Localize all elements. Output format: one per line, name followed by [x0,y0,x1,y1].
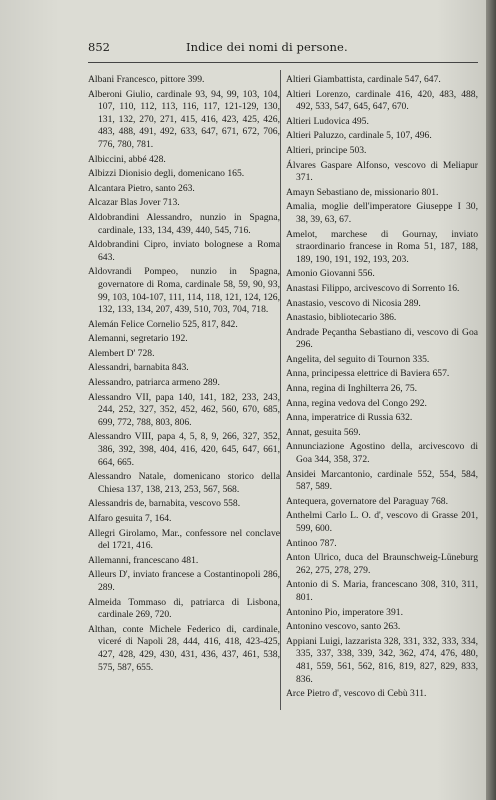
index-entry: Albani Francesco, pittore 399. [88,74,205,85]
index-entry: Allegri Girolamo, Mar., confessore nel conclave del 1721, 416. [88,527,280,552]
index-entry: Anna, regina vedova del Congo 292. [286,397,427,409]
index-entry: Altieri, principe 503. [286,144,367,156]
page-header [88,40,468,56]
index-column-left [88,74,280,676]
index-entry: Alemán Felice Cornelio 525, 817, 842. [88,318,238,330]
page-edge-shadow [486,0,496,800]
column-divider [280,70,281,710]
index-entry: Anthelmi Carlo L. O. d', vescovo di Grasse 201, 599, 600. [286,510,478,534]
index-entry: Anna, regina di Inghilterra 26, 75. [286,383,418,395]
page-number: 852 [88,40,110,54]
index-entry: Alemanni, segretario 192. [88,333,188,345]
index-entry: Antonio di S. Maria, francescano 308, 310, 311, 801. [286,579,478,603]
index-entry: Arce Pietro d', vescovo di Cebù 311. [286,688,427,700]
index-entry: Alessandri, barnabita 843. [88,362,189,374]
index-entry: Altieri Ludovica 495. [286,115,369,127]
index-entry: Altieri Lorenzo, cardinale 416, 420, 483, 488, 492, 533, 547, 645, 647, 670. [286,88,478,113]
index-entry: Appiani Luigi, lazzarista 328, 331, 332, 333, 334, 335, 337, 338, 339, 342, 362, 474, 476, 480, 481, 559, 561, 562, 816, 819, 827, 829, 833, 836. [286,635,478,685]
index-entry: Aldobrandini Alessandro, nunzio in Spagna, cardinale, 133, 134, 439, 440, 545, 716. [88,211,280,236]
index-entry: Amonio Giovanni 556. [286,268,375,280]
index-entry: Altieri Giambattista, cardinale 547, 647. [286,74,441,85]
index-entry: Alleurs D', inviato francese a Costantinopoli 286, 289. [88,569,280,593]
index-entry: Anastasio, bibliotecario 386. [286,312,397,324]
index-entry: Antequera, governatore del Paraguay 768. [286,495,448,507]
index-entry: Annat, gesuita 569. [286,426,361,438]
index-entry: Albizzi Dionisio degli, domenicano 165. [88,168,245,180]
index-entry: Alfaro gesuita 7, 164. [88,513,172,524]
index-entry: Alessandris de, barnabita, vescovo 558. [88,498,241,510]
index-entry: Angelita, del seguito di Tournon 335. [286,353,430,365]
index-entry: Aldobrandini Cipro, inviato bolognese a Roma 643. [88,239,280,263]
index-entry: Amalia, moglie dell'imperatore Giuseppe I 30, 38, 39, 63, 67. [286,201,478,225]
index-entry: Antonino Pio, imperatore 391. [286,606,403,618]
index-entry: Alcantara Pietro, santo 263. [88,182,195,194]
index-entry: Anastasio, vescovo di Nicosia 289. [286,297,421,309]
index-entry: Almeida Tommaso di, patriarca di Lisbona, cardinale 269, 720. [88,596,280,621]
index-entry: Alcazar Blas Jover 713. [88,197,180,209]
index-entry: Álvares Gaspare Alfonso, vescovo di Meliapur 371. [286,159,478,184]
index-entry: Alberoni Giulio, cardinale 93, 94, 99, 103, 104, 107, 110, 112, 113, 116, 117, 121-129, 130, 131, 132, 270, 271, 415, 416, 423, 425, 426, 483, 488, 491, 492, 633, 647, 671, 672, 706, 776, 780, 781. [88,88,280,150]
index-column-right [286,74,478,703]
index-entry: Antonino vescovo, santo 263. [286,621,401,633]
index-entry: Ansidei Marcantonio, cardinale 552, 554, 584, 587, 589. [286,468,478,493]
page-title: Indice dei nomi di persone. [186,40,348,54]
index-entry: Aldovrandi Pompeo, nunzio in Spagna, governatore di Roma, cardinale 58, 59, 90, 93, 99, 103, 104-107, 111, 114, 118, 121, 124, 126, 132, 133, 134, 207, 439, 510, 703, 704, 718. [88,266,280,316]
index-entry: Alessandro VII, papa 140, 141, 182, 233, 243, 244, 252, 327, 352, 452, 462, 560, 670, 685, 699, 772, 788, 803, 806. [88,391,280,428]
index-entry: Alembert D' 728. [88,347,155,359]
index-entry: Alessandro Natale, domenicano storico della Chiesa 137, 138, 213, 253, 567, 568. [88,471,280,495]
index-entry: Amayn Sebastiano de, missionario 801. [286,186,439,198]
index-entry: Antinoo 787. [286,537,337,549]
index-entry: Annunciazione Agostino della, arcivescovo di Goa 344, 358, 372. [286,441,478,466]
index-entry: Altieri Paluzzo, cardinale 5, 107, 496. [286,130,432,142]
header-rule [88,62,478,63]
index-entry: Amelot, marchese di Gournay, inviato straordinario francese in Roma 51, 187, 188, 189, 190, 191, 192, 193, 203. [286,228,478,265]
index-entry: Allemanni, francescano 481. [88,554,199,566]
index-entry: Anna, principessa elettrice di Baviera 657. [286,368,450,380]
index-entry: Alessandro, patriarca armeno 289. [88,377,220,389]
index-entry: Andrade Peçantha Sebastiano di, vescovo di Goa 296. [286,326,478,351]
index-entry: Anna, imperatrice di Russia 632. [286,412,413,424]
index-entry: Anastasi Filippo, arcivescovo di Sorrento 16. [286,282,460,294]
index-entry: Alessandro VIII, papa 4, 5, 8, 9, 266, 327, 352, 386, 392, 398, 404, 416, 420, 645, 647, 661, 664, 665. [88,431,280,468]
index-entry: Althan, conte Michele Federico di, cardinale, viceré di Napoli 28, 444, 416, 418, 423-425, 427, 428, 429, 430, 431, 436, 437, 461, 538, 575, 587, 655. [88,623,280,673]
index-entry: Anton Ulrico, duca del Braunschweig-Lüneburg 262, 275, 278, 279. [286,552,478,576]
index-entry: Albiccini, abbé 428. [88,153,166,165]
